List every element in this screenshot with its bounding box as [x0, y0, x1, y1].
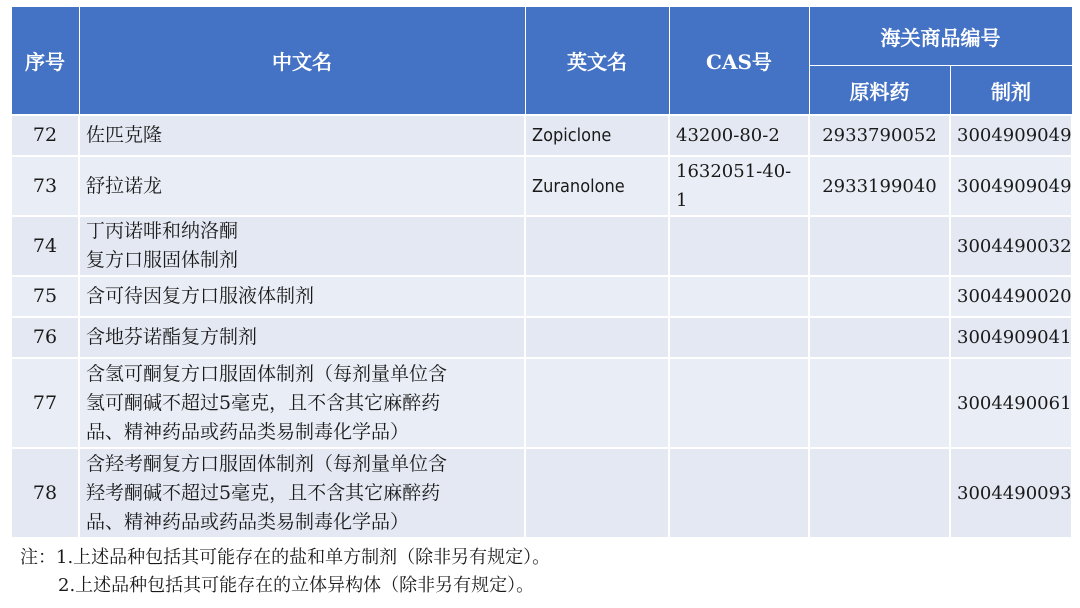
cell-preparation: 3004490093 — [950, 448, 1072, 538]
footnotes — [20, 544, 550, 600]
cell-en-name: Zopiclone — [525, 115, 669, 156]
footnote-line-1: 注：1.上述品种包括其可能存在的盐和单方制剂（除非另有规定）。 — [20, 547, 551, 568]
cell-cn-name: 佐匹克隆 — [79, 115, 525, 156]
cell-raw-drug: 2933199040 — [809, 156, 950, 216]
cell-preparation: 3004490032 — [950, 216, 1072, 276]
cell-cn-name — [79, 448, 525, 538]
drug-table — [10, 6, 1073, 539]
cell-cas: 1632051-40-1 — [669, 156, 809, 216]
header-no: 序号 — [11, 7, 79, 116]
cell-cas — [669, 317, 809, 358]
cell-en-name — [525, 216, 669, 276]
header-raw-drug: 原料药 — [809, 66, 950, 116]
cell-cn-name: 含可待因复方口服液体制剂 — [79, 276, 525, 317]
cell-cn-name-line: 含氢可酮复方口服固体制剂（每剂量单位含 — [86, 362, 448, 385]
table-row — [11, 448, 1072, 538]
cell-cn-name-line: 复方口服固体制剂 — [86, 249, 239, 271]
cell-raw-drug: 2933790052 — [809, 115, 950, 156]
cell-raw-drug — [809, 276, 950, 317]
cell-raw-drug — [809, 317, 950, 358]
cell-no: 72 — [11, 115, 79, 156]
cell-cas — [669, 448, 809, 538]
cell-no: 74 — [11, 216, 79, 276]
cell-cn-name — [79, 358, 525, 448]
header-en-name: 英文名 — [525, 7, 669, 116]
cell-cn-name-line: 氢可酮碱不超过5毫克，且不含其它麻醉药 — [86, 391, 441, 414]
table-row — [11, 115, 1072, 156]
cell-cas — [669, 358, 809, 448]
cell-en-name — [525, 448, 669, 538]
cell-cn-name — [79, 216, 525, 276]
cell-cas — [669, 276, 809, 317]
drug-table-container — [10, 6, 1071, 539]
cell-preparation: 3004909041 — [950, 317, 1072, 358]
cell-cas — [669, 216, 809, 276]
cell-cn-name-line: 品、精神药品或药品类易制毒化学品） — [86, 420, 410, 443]
table-row — [11, 216, 1072, 276]
header-row-1 — [11, 7, 1072, 66]
cell-no: 73 — [11, 156, 79, 216]
header-preparation: 制剂 — [950, 66, 1072, 116]
cell-no: 76 — [11, 317, 79, 358]
table-row — [11, 276, 1072, 317]
cell-preparation: 3004909049 — [950, 115, 1072, 156]
cell-raw-drug — [809, 358, 950, 448]
cell-no: 78 — [11, 448, 79, 538]
cell-en-name — [525, 276, 669, 317]
cell-en-name: Zuranolone — [525, 156, 669, 216]
footnote-line-2: 2.上述品种包括其可能存在的立体异构体（除非另有规定）。 — [58, 575, 535, 596]
cell-preparation: 3004490020 — [950, 276, 1072, 317]
cell-cn-name: 含地芬诺酯复方制剂 — [79, 317, 525, 358]
header-cn-name: 中文名 — [79, 7, 525, 116]
cell-no: 75 — [11, 276, 79, 317]
header-customs-code: 海关商品编号 — [809, 7, 1072, 66]
cell-no: 77 — [11, 358, 79, 448]
cell-preparation: 3004490061 — [950, 358, 1072, 448]
cell-raw-drug — [809, 216, 950, 276]
cell-cn-name-line: 丁丙诺啡和纳洛酮 — [86, 220, 239, 242]
cell-cn-name-line: 羟考酮碱不超过5毫克，且不含其它麻醉药 — [86, 481, 441, 504]
table-row — [11, 156, 1072, 216]
cell-en-name — [525, 358, 669, 448]
table-row — [11, 358, 1072, 448]
cell-cn-name-line: 品、精神药品或药品类易制毒化学品） — [86, 510, 410, 533]
cell-cn-name: 舒拉诺龙 — [79, 156, 525, 216]
cell-preparation: 3004909049 — [950, 156, 1072, 216]
cell-cas: 43200-80-2 — [669, 115, 809, 156]
cell-cn-name-line: 含羟考酮复方口服固体制剂（每剂量单位含 — [86, 452, 448, 475]
cell-raw-drug — [809, 448, 950, 538]
cell-en-name — [525, 317, 669, 358]
header-cas: CAS号 — [669, 7, 809, 116]
table-row — [11, 317, 1072, 358]
